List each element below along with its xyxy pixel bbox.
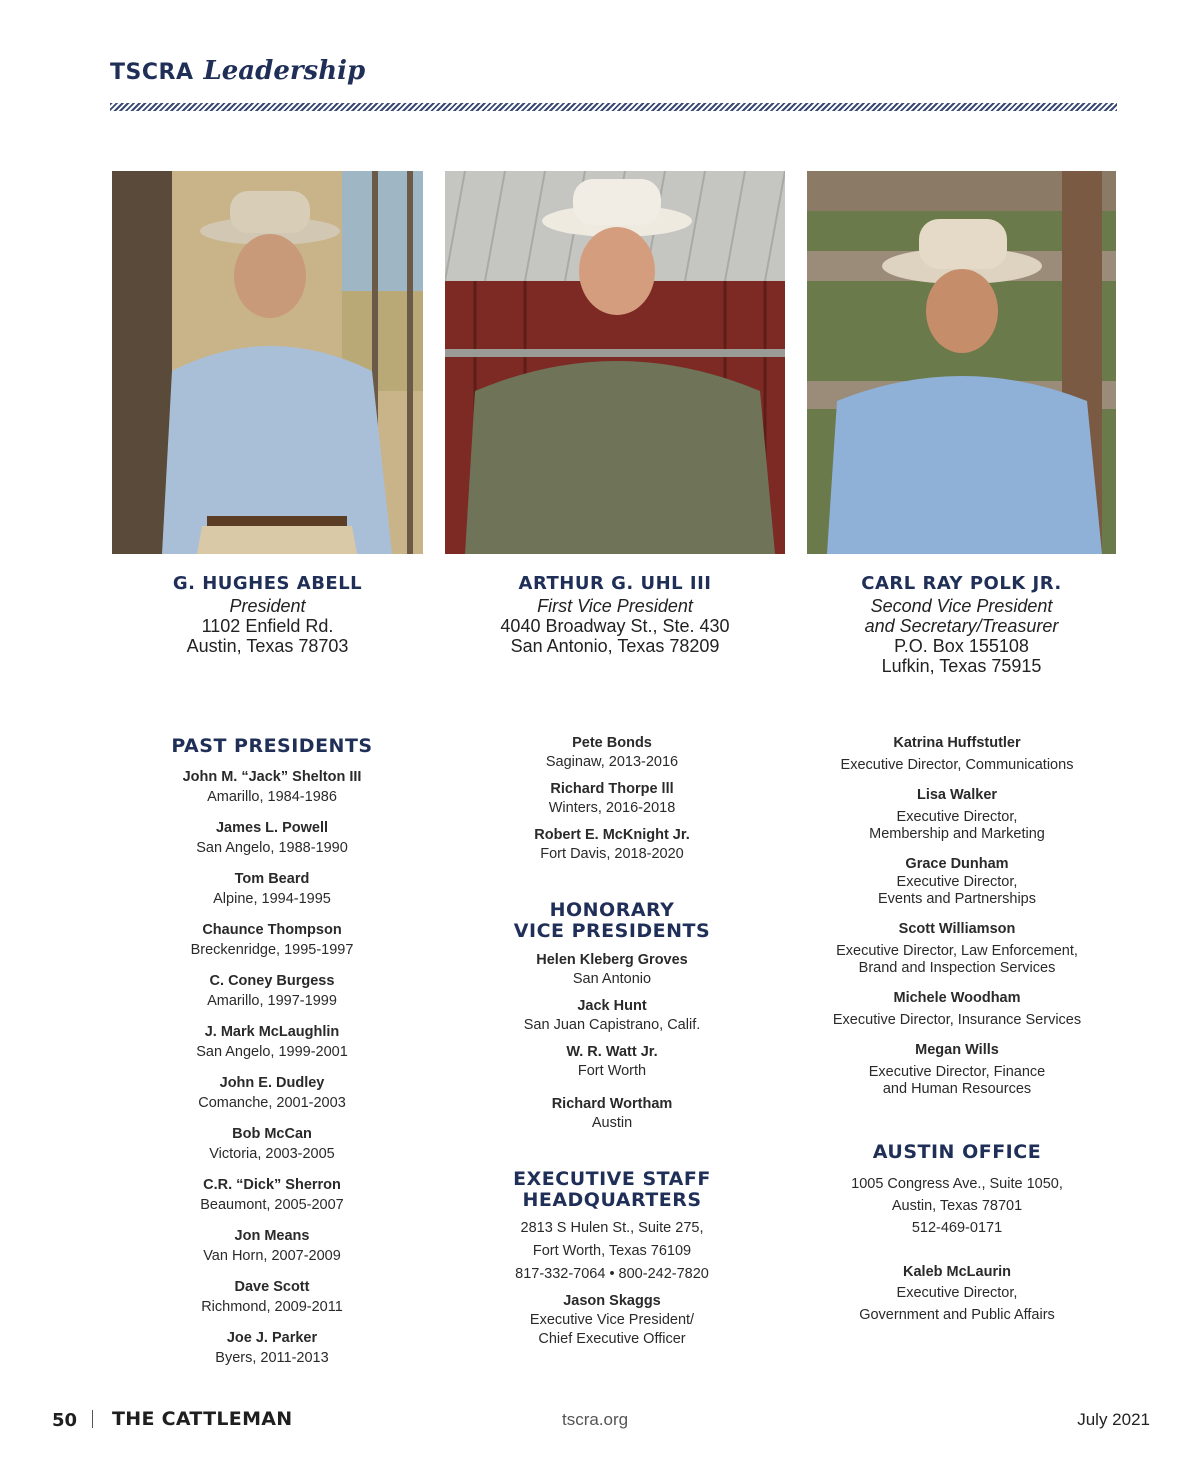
entry-name: Jon Means: [234, 1228, 310, 1244]
list-item: [472, 734, 752, 772]
entry-name: Robert E. McKnight Jr.: [534, 827, 690, 843]
list-item: [797, 1263, 1117, 1326]
header-brand: TSCRA: [110, 60, 194, 85]
entry-detail: Executive Director, Law Enforcement,: [836, 943, 1078, 959]
page-header: [110, 56, 365, 86]
entry-detail: San Juan Capistrano, Calif.: [523, 1017, 701, 1033]
header-script-title: Leadership: [203, 56, 366, 86]
magazine-name: THE CATTLEMAN: [112, 1408, 293, 1430]
entry-name: Scott Williamson: [898, 921, 1016, 937]
entry-detail: Executive Director,: [896, 874, 1018, 890]
entry-name: Lisa Walker: [916, 787, 998, 803]
entry-name: W. R. Watt Jr.: [566, 1044, 658, 1060]
photo-president: [112, 171, 423, 554]
austin-office-heading: AUSTIN OFFICE: [872, 1141, 1042, 1163]
headquarters-phones: 817-332-7064 • 800-242-7820: [515, 1266, 709, 1282]
entry-name: Helen Kleberg Groves: [536, 952, 688, 968]
list-item: [472, 780, 752, 818]
honorary-vice-presidents-heading: [472, 900, 752, 942]
list-item: [132, 1073, 412, 1113]
list-item: [132, 1277, 412, 1317]
entry-name: J. Mark McLaughlin: [204, 1024, 340, 1040]
list-item: [132, 1175, 412, 1215]
entry-detail: Executive Director,: [896, 1285, 1018, 1301]
entry-name: John M. “Jack” Shelton III: [182, 769, 362, 785]
heading-line: VICE PRESIDENTS: [513, 920, 711, 942]
list-item: [132, 1022, 412, 1062]
officer-address-line: Austin, Texas 78703: [186, 636, 349, 656]
austin-office-address: 1005 Congress Ave., Suite 1050,: [851, 1176, 1063, 1192]
header-divider: [110, 103, 1117, 111]
entry-name: Joe J. Parker: [226, 1330, 318, 1346]
list-item: [132, 869, 412, 909]
photo-second-vice-president: [807, 171, 1116, 554]
austin-office-phone: 512-469-0171: [911, 1220, 1003, 1236]
entry-name: C.R. “Dick” Sherron: [203, 1177, 341, 1193]
officer-address-line: P.O. Box 155108: [894, 636, 1029, 656]
officer-address-line: 1102 Enfield Rd.: [201, 616, 334, 636]
officer-title: First Vice President: [537, 596, 693, 616]
photo-first-vice-president: [445, 171, 785, 554]
middle-column: [472, 734, 752, 1357]
entry-name: Megan Wills: [915, 1042, 999, 1058]
officer-name: ARTHUR G. UHL III: [518, 573, 712, 594]
list-item: [472, 1043, 752, 1081]
list-item: [132, 1226, 412, 1266]
heading-line: EXECUTIVE STAFF: [513, 1168, 711, 1190]
entry-name: Richard Wortham: [551, 1096, 673, 1112]
entry-name: C. Coney Burgess: [209, 973, 335, 989]
officer-title-continued: and Secretary/Treasurer: [864, 616, 1059, 636]
austin-office-address: Austin, Texas 78701: [891, 1198, 1023, 1214]
entry-detail: Executive Vice President/: [529, 1312, 695, 1328]
list-item: [472, 951, 752, 989]
entry-detail: San Antonio: [572, 971, 652, 987]
list-item: [472, 826, 752, 864]
entry-name: Jack Hunt: [577, 998, 647, 1014]
website-link[interactable]: tscra.org: [562, 1410, 629, 1429]
officer-name: G. HUGHES ABELL: [172, 573, 363, 594]
entry-detail: Executive Director, Communications: [840, 757, 1074, 773]
entry-detail: Breckenridge, 1995-1997: [190, 942, 354, 958]
entry-detail: Executive Director, Finance: [868, 1064, 1046, 1080]
officer-caption-second-vice-president: [807, 572, 1116, 676]
past-presidents-column: [132, 736, 412, 1379]
officer-title: President: [229, 596, 306, 616]
headquarters-address: 2813 S Hulen St., Suite 275,: [520, 1220, 704, 1236]
entry-detail: Byers, 2011-2013: [215, 1350, 329, 1366]
entry-detail: and Human Resources: [882, 1081, 1032, 1097]
entry-name: Bob McCan: [232, 1126, 312, 1142]
staff-column: [797, 734, 1117, 1338]
list-item: [472, 1292, 752, 1349]
entry-detail: Brand and Inspection Services: [858, 960, 1056, 976]
entry-detail: Amarillo, 1997-1999: [207, 993, 337, 1009]
entry-name: James L. Powell: [215, 820, 329, 836]
page-number: 50: [52, 1410, 78, 1431]
list-item: [132, 767, 412, 807]
entry-name: Michele Woodham: [893, 990, 1021, 1006]
entry-name: Chaunce Thompson: [202, 922, 342, 938]
heading-line: HEADQUARTERS: [522, 1189, 702, 1211]
officer-caption-first-vice-president: [445, 572, 785, 656]
entry-name: Grace Dunham: [905, 856, 1009, 872]
list-item: [797, 989, 1117, 1029]
entry-detail: San Angelo, 1988-1990: [196, 840, 348, 856]
entry-detail: Chief Executive Officer: [538, 1331, 686, 1347]
entry-name: Jason Skaggs: [563, 1293, 661, 1309]
page-footer: [52, 1408, 1150, 1438]
entry-name: Pete Bonds: [572, 735, 652, 751]
list-item: [132, 1124, 412, 1164]
entry-name: Katrina Huffstutler: [893, 735, 1021, 751]
entry-detail: Government and Public Affairs: [859, 1307, 1055, 1323]
entry-name: Tom Beard: [234, 871, 310, 887]
entry-detail: Fort Worth: [577, 1063, 647, 1079]
list-item: [797, 920, 1117, 977]
list-item: [132, 1328, 412, 1368]
entry-detail: Van Horn, 2007-2009: [203, 1248, 341, 1264]
entry-name: Richard Thorpe lll: [550, 781, 674, 797]
entry-name: John E. Dudley: [219, 1075, 325, 1091]
officer-address-line: Lufkin, Texas 75915: [881, 656, 1042, 676]
officer-address-line: 4040 Broadway St., Ste. 430: [500, 616, 730, 636]
officer-caption-president: [112, 572, 423, 656]
list-item: [132, 920, 412, 960]
entry-detail: Beaumont, 2005-2007: [200, 1197, 344, 1213]
entry-detail: Membership and Marketing: [869, 826, 1045, 842]
heading-line: HONORARY: [549, 899, 675, 921]
entry-detail: Executive Director,: [896, 809, 1018, 825]
headquarters-heading: [472, 1169, 752, 1211]
list-item: [797, 1041, 1117, 1098]
entry-name: Kaleb McLaurin: [903, 1264, 1011, 1280]
entry-detail: Executive Director, Insurance Services: [832, 1012, 1082, 1028]
list-item: [472, 997, 752, 1035]
list-item: [472, 1095, 752, 1133]
entry-detail: Alpine, 1994-1995: [213, 891, 331, 907]
list-item: [132, 971, 412, 1011]
entry-detail: Victoria, 2003-2005: [209, 1146, 335, 1162]
list-item: [132, 818, 412, 858]
entry-detail: Amarillo, 1984-1986: [207, 789, 337, 805]
issue-date: July 2021: [1077, 1410, 1150, 1429]
entry-detail: Events and Partnerships: [878, 891, 1036, 907]
officer-name: CARL RAY POLK JR.: [861, 573, 1062, 594]
entry-detail: Saginaw, 2013-2016: [545, 754, 679, 770]
list-item: [797, 855, 1117, 908]
entry-detail: Richmond, 2009-2011: [201, 1299, 343, 1315]
footer-divider: [92, 1410, 93, 1428]
officer-address-line: San Antonio, Texas 78209: [510, 636, 720, 656]
entry-detail: Austin: [591, 1115, 633, 1131]
list-item: [797, 786, 1117, 843]
entry-detail: Comanche, 2001-2003: [198, 1095, 346, 1111]
entry-name: Dave Scott: [234, 1279, 310, 1295]
officer-title: Second Vice President: [870, 596, 1053, 616]
list-item: [797, 734, 1117, 774]
past-presidents-heading: PAST PRESIDENTS: [171, 735, 373, 757]
entry-detail: Winters, 2016-2018: [548, 800, 676, 816]
entry-detail: San Angelo, 1999-2001: [196, 1044, 348, 1060]
entry-detail: Fort Davis, 2018-2020: [540, 846, 684, 862]
headquarters-address: Fort Worth, Texas 76109: [532, 1243, 692, 1259]
